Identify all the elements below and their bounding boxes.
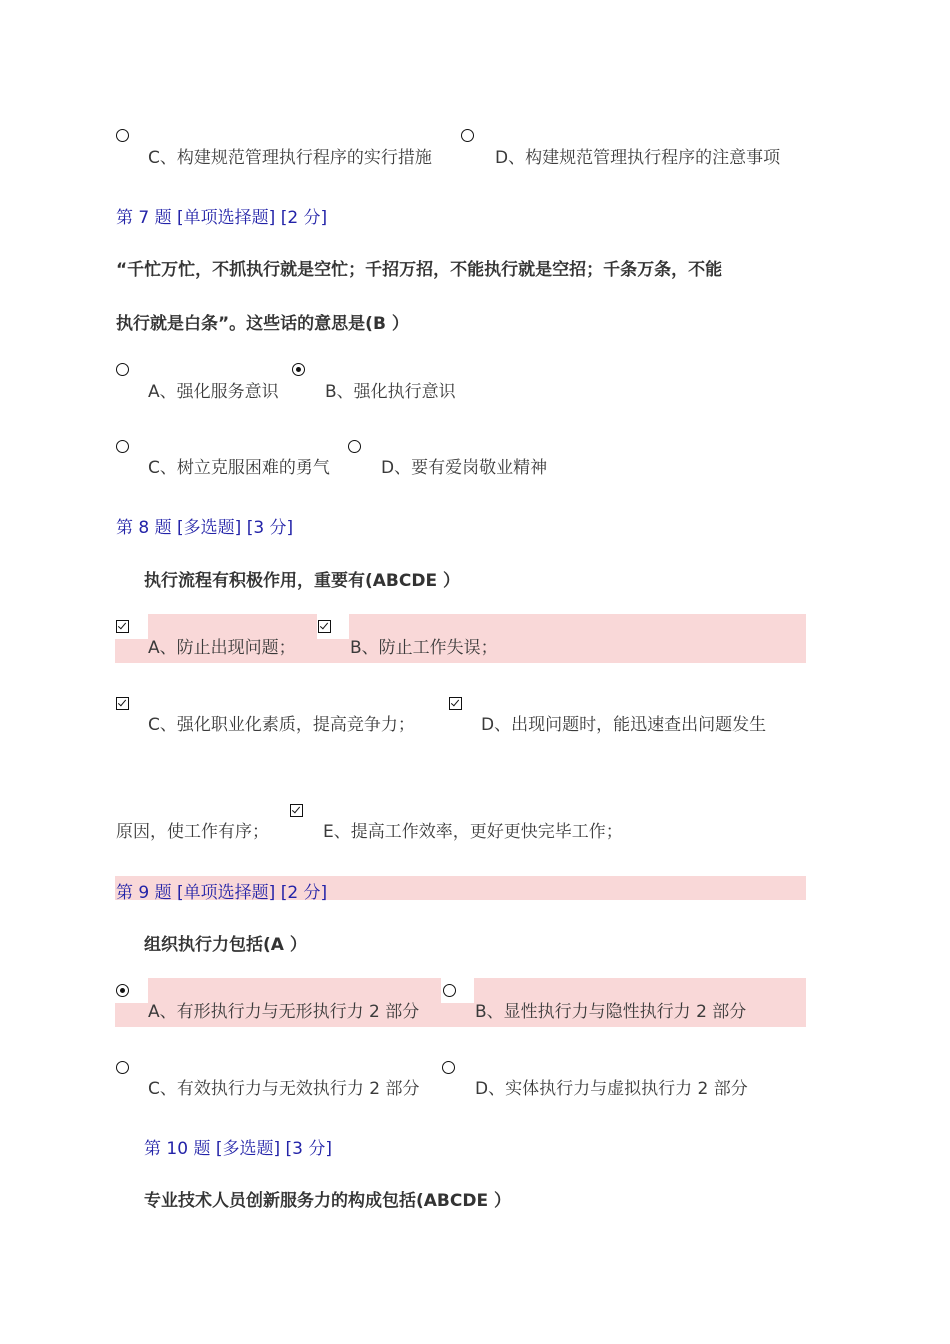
- q9-option-d-label: D、实体执行力与虚拟执行力 2 部分: [475, 1079, 748, 1099]
- q7-option-a-radio[interactable]: [116, 363, 129, 376]
- q7-header: 第 7 题 [单项选择题] [2 分]: [116, 208, 328, 228]
- q8-option-d-label: D、出现问题时，能迅速查出问题发生: [481, 715, 767, 735]
- q6-option-c-label: C、构建规范管理执行程序的实行措施: [148, 148, 432, 168]
- q9-option-b-radio[interactable]: [443, 984, 456, 997]
- q8-option-d-continuation: 原因，使工作有序；: [116, 822, 269, 842]
- q7-option-d-label: D、要有爱岗敬业精神: [381, 458, 548, 478]
- q8-option-b-checkbox[interactable]: [318, 620, 331, 633]
- q9-option-a-radio[interactable]: [116, 984, 129, 997]
- q7-option-d-radio[interactable]: [348, 440, 361, 453]
- q9-header: 第 9 题 [单项选择题] [2 分]: [116, 883, 328, 903]
- q8-text: 执行流程有积极作用，重要有(ABCDE ）: [144, 571, 461, 591]
- q7-text-line2: 执行就是白条”。这些话的意思是(B ）: [116, 314, 409, 334]
- q7-option-c-radio[interactable]: [116, 440, 129, 453]
- q7-option-b-radio[interactable]: [292, 363, 305, 376]
- q9-option-b-label: B、显性执行力与隐性执行力 2 部分: [475, 1002, 747, 1022]
- q8-header: 第 8 题 [多选题] [3 分]: [116, 518, 294, 538]
- q8-option-a-checkbox[interactable]: [116, 620, 129, 633]
- q7-option-a-label: A、强化服务意识: [148, 382, 279, 402]
- q8-option-a-label: A、防止出现问题；: [148, 638, 296, 658]
- q10-header: 第 10 题 [多选题] [3 分]: [144, 1139, 332, 1159]
- q9-option-c-radio[interactable]: [116, 1061, 129, 1074]
- q7-option-c-label: C、树立克服困难的勇气: [148, 458, 330, 478]
- q9-text: 组织执行力包括(A ）: [144, 935, 307, 955]
- q9-option-c-label: C、有效执行力与无效执行力 2 部分: [148, 1079, 420, 1099]
- q7-text-line1: “千忙万忙，不抓执行就是空忙；千招万招，不能执行就是空招；千条万条，不能: [116, 260, 723, 280]
- q8-option-e-label: E、提高工作效率，更好更快完毕工作；: [323, 822, 623, 842]
- q8-option-b-label: B、防止工作失误；: [350, 638, 498, 658]
- q8-option-c-label: C、强化职业化素质，提高竞争力；: [148, 715, 415, 735]
- q9-option-d-radio[interactable]: [442, 1061, 455, 1074]
- q8-option-c-checkbox[interactable]: [116, 697, 129, 710]
- q6-option-d-radio[interactable]: [461, 129, 474, 142]
- q10-text: 专业技术人员创新服务力的构成包括(ABCDE ）: [144, 1191, 512, 1211]
- q6-option-c-radio[interactable]: [116, 129, 129, 142]
- q8-option-e-checkbox[interactable]: [290, 804, 303, 817]
- q6-option-d-label: D、构建规范管理执行程序的注意事项: [495, 148, 781, 168]
- q8-option-d-checkbox[interactable]: [449, 697, 462, 710]
- q7-option-b-label: B、强化执行意识: [325, 382, 456, 402]
- q9-option-a-label: A、有形执行力与无形执行力 2 部分: [148, 1002, 420, 1022]
